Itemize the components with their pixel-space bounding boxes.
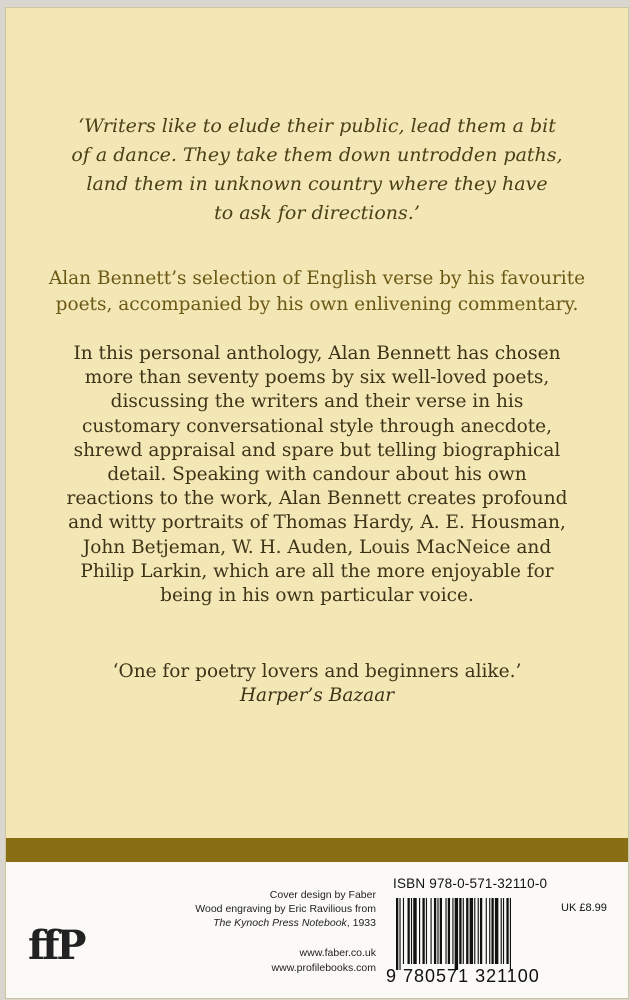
lede-line: poets, accompanied by his own enlivening commentary. xyxy=(55,294,579,315)
barcode-bar xyxy=(413,898,416,964)
desc-line: customary conversational style through anecdote, xyxy=(81,415,552,437)
barcode-bar xyxy=(470,898,473,964)
barcode-bar xyxy=(440,898,442,964)
barcode-bar xyxy=(506,898,508,964)
barcode-bar xyxy=(480,898,482,964)
url-profile[interactable]: www.profilebooks.com xyxy=(271,962,376,974)
desc-line: detail. Speaking with candour about his own xyxy=(107,464,527,486)
barcode-bar xyxy=(463,898,464,964)
barcode-bar xyxy=(408,898,410,964)
desc-line: more than seventy poems by six well-loved poets, xyxy=(84,367,550,389)
cover-footer xyxy=(6,862,628,998)
barcode-bar xyxy=(399,898,400,970)
barcode-number: 9 780571 321100 xyxy=(386,966,540,986)
price-label: UK £8.99 xyxy=(561,902,607,914)
credit-engraving: Wood engraving by Eric Ravilious from xyxy=(195,903,376,915)
barcode-bar xyxy=(434,898,436,964)
barcode-bar xyxy=(459,898,461,964)
barcode-bar xyxy=(396,898,398,970)
credit-source-title: The Kynoch Press Notebook xyxy=(213,917,347,929)
desc-line: reactions to the work, Alan Bennett creates profound xyxy=(66,488,568,510)
color-band xyxy=(6,838,628,862)
credit-source-year: , 1933 xyxy=(346,917,376,929)
author-quote xyxy=(46,112,588,228)
review-text: ‘One for poetry lovers and beginners alike.’ xyxy=(112,661,522,682)
desc-line: Philip Larkin, which are all the more enjoyable for xyxy=(80,560,554,582)
blurb-description xyxy=(26,342,608,608)
barcode-bar xyxy=(503,898,504,964)
cover-credits xyxy=(176,888,376,930)
press-review xyxy=(46,660,588,708)
lede-summary xyxy=(26,266,608,318)
desc-line: discussing the writers and their verse in his xyxy=(110,391,524,413)
barcode-bar xyxy=(510,898,511,970)
quote-line: land them in unknown country where they have xyxy=(86,173,548,195)
barcode-bar xyxy=(486,898,487,964)
barcode-bar xyxy=(445,898,446,964)
desc-line: being in his own particular voice. xyxy=(160,585,474,607)
barcode-bar xyxy=(419,898,420,964)
barcode-bar xyxy=(448,898,450,964)
credit-source xyxy=(176,916,376,930)
url-faber[interactable]: www.faber.co.uk xyxy=(299,947,376,959)
barcode-image xyxy=(394,898,552,970)
quote-line: ‘Writers like to elude their public, lead them a bit xyxy=(78,115,556,137)
barcode-bar xyxy=(474,898,475,964)
barcode-bar xyxy=(426,898,427,964)
barcode-bar xyxy=(403,898,404,964)
isbn-text: ISBN 978-0-571-32110-0 xyxy=(393,876,548,891)
barcode-bar xyxy=(431,898,432,964)
barcode-bar xyxy=(489,898,490,964)
desc-line: and witty portraits of Thomas Hardy, A. E. Housman, xyxy=(68,512,566,534)
desc-line: John Betjeman, W. H. Auden, Louis MacNeice and xyxy=(82,536,552,558)
cover-body xyxy=(6,8,628,838)
barcode-bar xyxy=(437,898,438,964)
barcode-bar xyxy=(491,898,493,964)
publisher-logo: ffP xyxy=(28,922,84,969)
barcode-bar xyxy=(495,898,498,964)
desc-line: In this personal anthology, Alan Bennett has chosen xyxy=(73,343,561,364)
review-source: Harper’s Bazaar xyxy=(239,685,395,706)
barcode-bar xyxy=(501,898,502,964)
lede-line: Alan Bennett’s selection of English verse by his favourite xyxy=(48,268,586,289)
barcode-bar xyxy=(422,898,424,964)
barcode-bar xyxy=(466,898,468,964)
barcode-bar xyxy=(478,898,479,964)
publisher-urls xyxy=(176,946,376,976)
book-back-cover xyxy=(6,8,628,998)
credit-design: Cover design by Faber xyxy=(269,889,376,901)
quote-line: to ask for directions.’ xyxy=(214,202,420,224)
desc-line: shrewd appraisal and spare but telling biographical xyxy=(73,439,561,461)
barcode-bar xyxy=(452,898,453,964)
quote-line: of a dance. They take them down untrodden paths, xyxy=(71,144,563,166)
barcode-bar xyxy=(455,898,458,970)
barcode-bar xyxy=(411,898,412,964)
